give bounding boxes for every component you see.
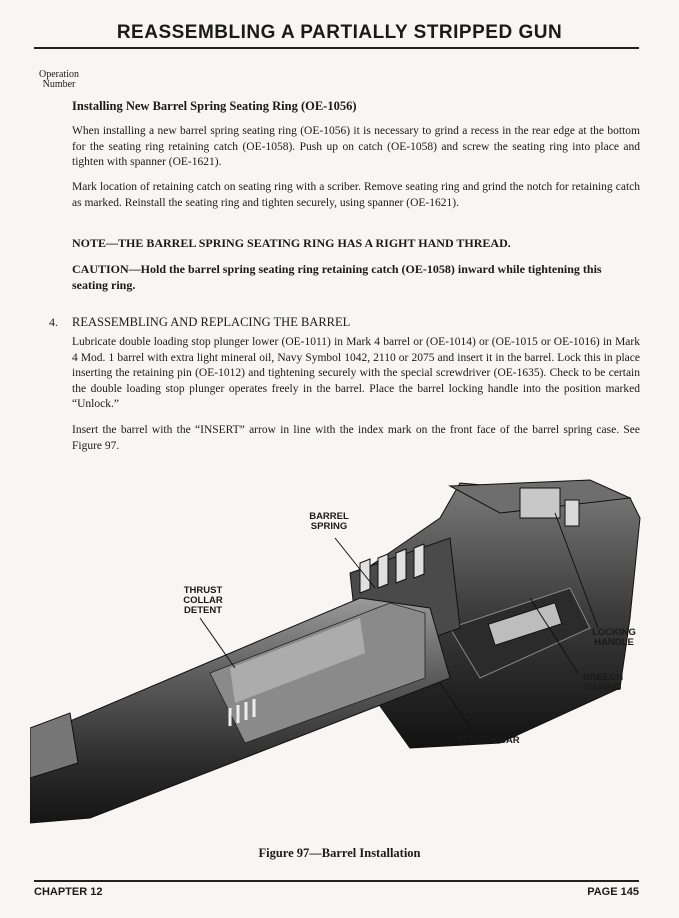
section-title: REASSEMBLING AND REPLACING THE BARREL (72, 315, 351, 329)
paragraph-mark-location: Mark location of retaining catch on seating ring with a scriber. Remove seating ring and grind the notch for retaining catch as marked. Reinstall the seating ring and tighten securely, using spanner (OE-1621). (72, 181, 640, 209)
caution-retaining-catch: CAUTION—Hold the barrel spring seating ring retaining catch (OE-1058) inward while tightening this seating ring. (72, 262, 602, 292)
section-number: 4. (49, 315, 58, 329)
label-breech-bar: BREECH BAR (456, 735, 520, 746)
header-rule (34, 47, 639, 49)
subsection-heading: Installing New Barrel Spring Seating Ring (OE-1056) (72, 99, 357, 113)
footer-page-number: PAGE 145 (587, 886, 639, 898)
operation-number-label (30, 70, 88, 90)
barrel-illustration (30, 478, 650, 838)
label-locking-handle: LOCKING HANDLE (592, 627, 636, 648)
label-barrel-spring: BARREL SPRING (309, 511, 349, 532)
paragraph-lubricate: Lubricate double loading stop plunger lower (OE-1011) in Mark 4 barrel or (OE-1014) or (OE-1015 or OE-1016) in Mark 4 Mod. 1 barrel with extra light mineral oil, Navy Symbol 1042, 2110 or 2075 and insert it in the barrel. Lock this in place inserting the retaining pin (OE-1012) and tightening securely with the special screwdriver (OE-1635). Check to be certain the double loading stop plunger operates freely in the barrel. Place the barrel locking handle into the position marked “Unlock.” (72, 336, 640, 411)
operation-label-line1: Operation (39, 69, 79, 80)
label-breech-casing: BREECH CASING (582, 672, 624, 693)
locking-handle-shape (520, 488, 560, 518)
label-thrust-collar-detent: THRUST COLLAR DETENT (183, 585, 223, 616)
paragraph-insert-barrel: Insert the barrel with the “INSERT” arrow in line with the index mark on the front face of the barrel spring case. See Figure 97. (72, 424, 640, 452)
operation-label-line2: Number (42, 79, 76, 90)
footer-chapter: CHAPTER 12 (34, 886, 103, 898)
paragraph-seating-ring-install: When installing a new barrel spring seating ring (OE-1056) it is necessary to grind a recess in the rear edge at the bottom for the seating ring retaining catch (OE-1058). Push up on catch (OE-1058) and screw the seating ring into place and tighten with spanner (OE-1621). (72, 125, 640, 169)
footer-rule (34, 880, 639, 882)
note-right-hand-thread: NOTE—THE BARREL SPRING SEATING RING HAS A RIGHT HAND THREAD. (72, 236, 511, 250)
figure-caption: Figure 97—Barrel Installation (258, 846, 421, 860)
figure-barrel-installation (30, 478, 650, 838)
page-title: REASSEMBLING A PARTIALLY STRIPPED GUN (116, 22, 563, 43)
